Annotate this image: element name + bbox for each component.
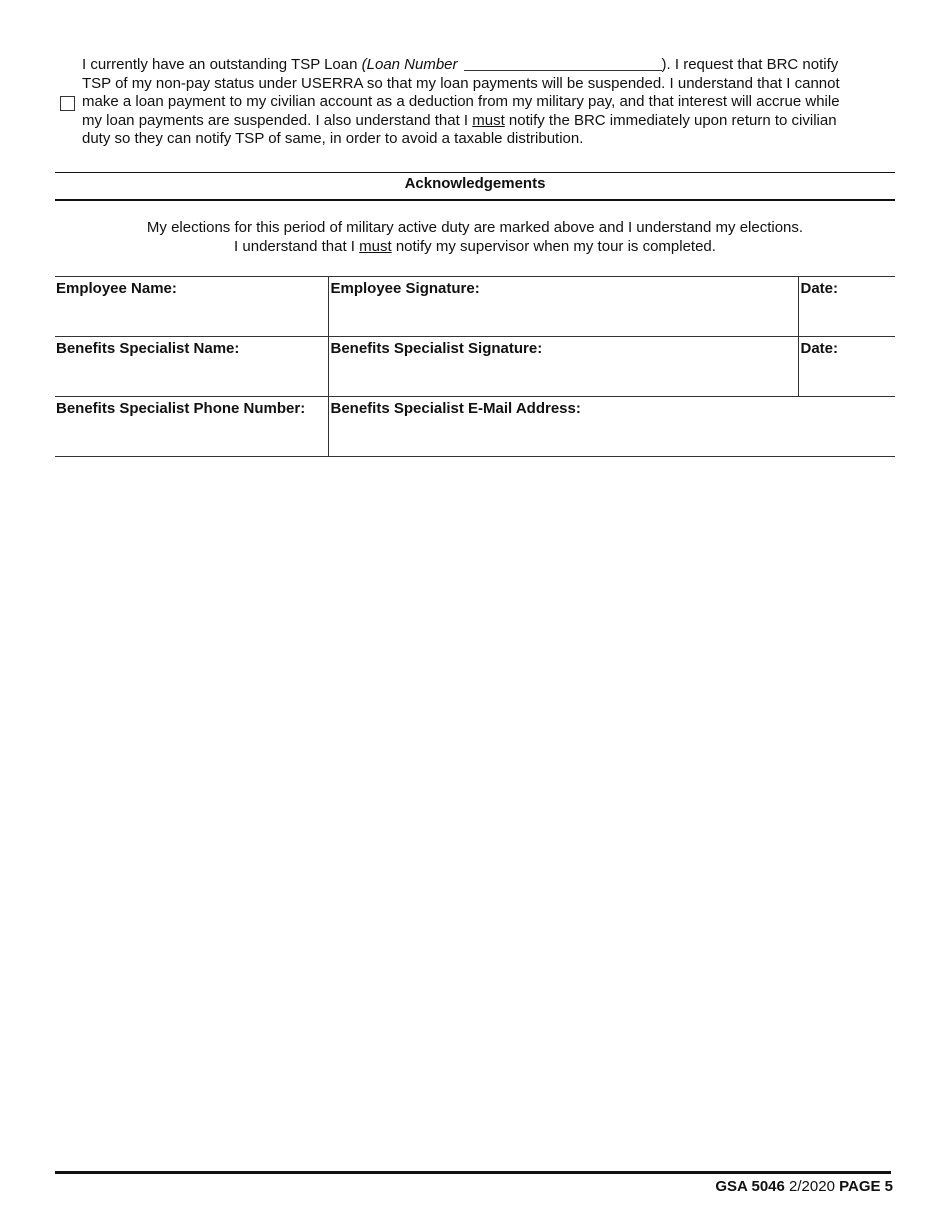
table-row bbox=[55, 397, 895, 457]
form-date: 2/2020 bbox=[789, 1178, 835, 1195]
employee-name-field[interactable]: Employee Name: bbox=[55, 277, 328, 337]
tsp-loan-text bbox=[82, 56, 902, 149]
ack-top-divider bbox=[55, 172, 895, 173]
acknowledgements-heading: Acknowledgements bbox=[404, 175, 546, 192]
employee-date-field[interactable]: Date: bbox=[798, 277, 895, 337]
specialist-name-field[interactable]: Benefits Specialist Name: bbox=[55, 337, 328, 397]
tsp-loan-checkbox[interactable] bbox=[60, 96, 75, 111]
table-row bbox=[55, 277, 895, 337]
acknowledgements-text bbox=[55, 219, 895, 256]
ack-bottom-divider bbox=[55, 199, 895, 201]
specialist-email-field[interactable]: Benefits Specialist E-Mail Address: bbox=[328, 397, 895, 457]
form-number: GSA 5046 bbox=[715, 1178, 785, 1195]
tsp-line-4: my loan payments are suspended. I also understand that I must notify the BRC immediately upon return to civilian bbox=[82, 111, 837, 129]
specialist-signature-field[interactable]: Benefits Specialist Signature: bbox=[328, 337, 798, 397]
tsp-line-3: make a loan payment to my civilian account as a deduction from my military pay, and that interest will accrue while bbox=[82, 93, 840, 111]
specialist-date-field[interactable]: Date: bbox=[798, 337, 895, 397]
tsp-line-2: TSP of my non-pay status under USERRA so that my loan payments will be suspended. I understand that I cannot bbox=[82, 74, 840, 92]
footer-divider bbox=[55, 1171, 891, 1174]
tsp-line-5: duty so they can notify TSP of same, in order to avoid a taxable distribution. bbox=[82, 130, 584, 148]
table-row bbox=[55, 337, 895, 397]
tsp-line-1: I currently have an outstanding TSP Loan (Loan Number ). I request that BRC notify bbox=[82, 56, 839, 73]
page-number: PAGE 5 bbox=[839, 1178, 893, 1195]
ack-line-1: My elections for this period of military active duty are marked above and I understand my elections. bbox=[146, 219, 804, 236]
ack-line-2: I understand that I must notify my supervisor when my tour is completed. bbox=[234, 237, 716, 255]
specialist-phone-field[interactable]: Benefits Specialist Phone Number: bbox=[55, 397, 328, 457]
loan-number-field[interactable] bbox=[464, 56, 662, 71]
employee-signature-field[interactable]: Employee Signature: bbox=[328, 277, 798, 337]
signature-table bbox=[55, 276, 895, 457]
loan-number-label: (Loan Number bbox=[361, 56, 458, 73]
page-footer bbox=[715, 1178, 893, 1195]
